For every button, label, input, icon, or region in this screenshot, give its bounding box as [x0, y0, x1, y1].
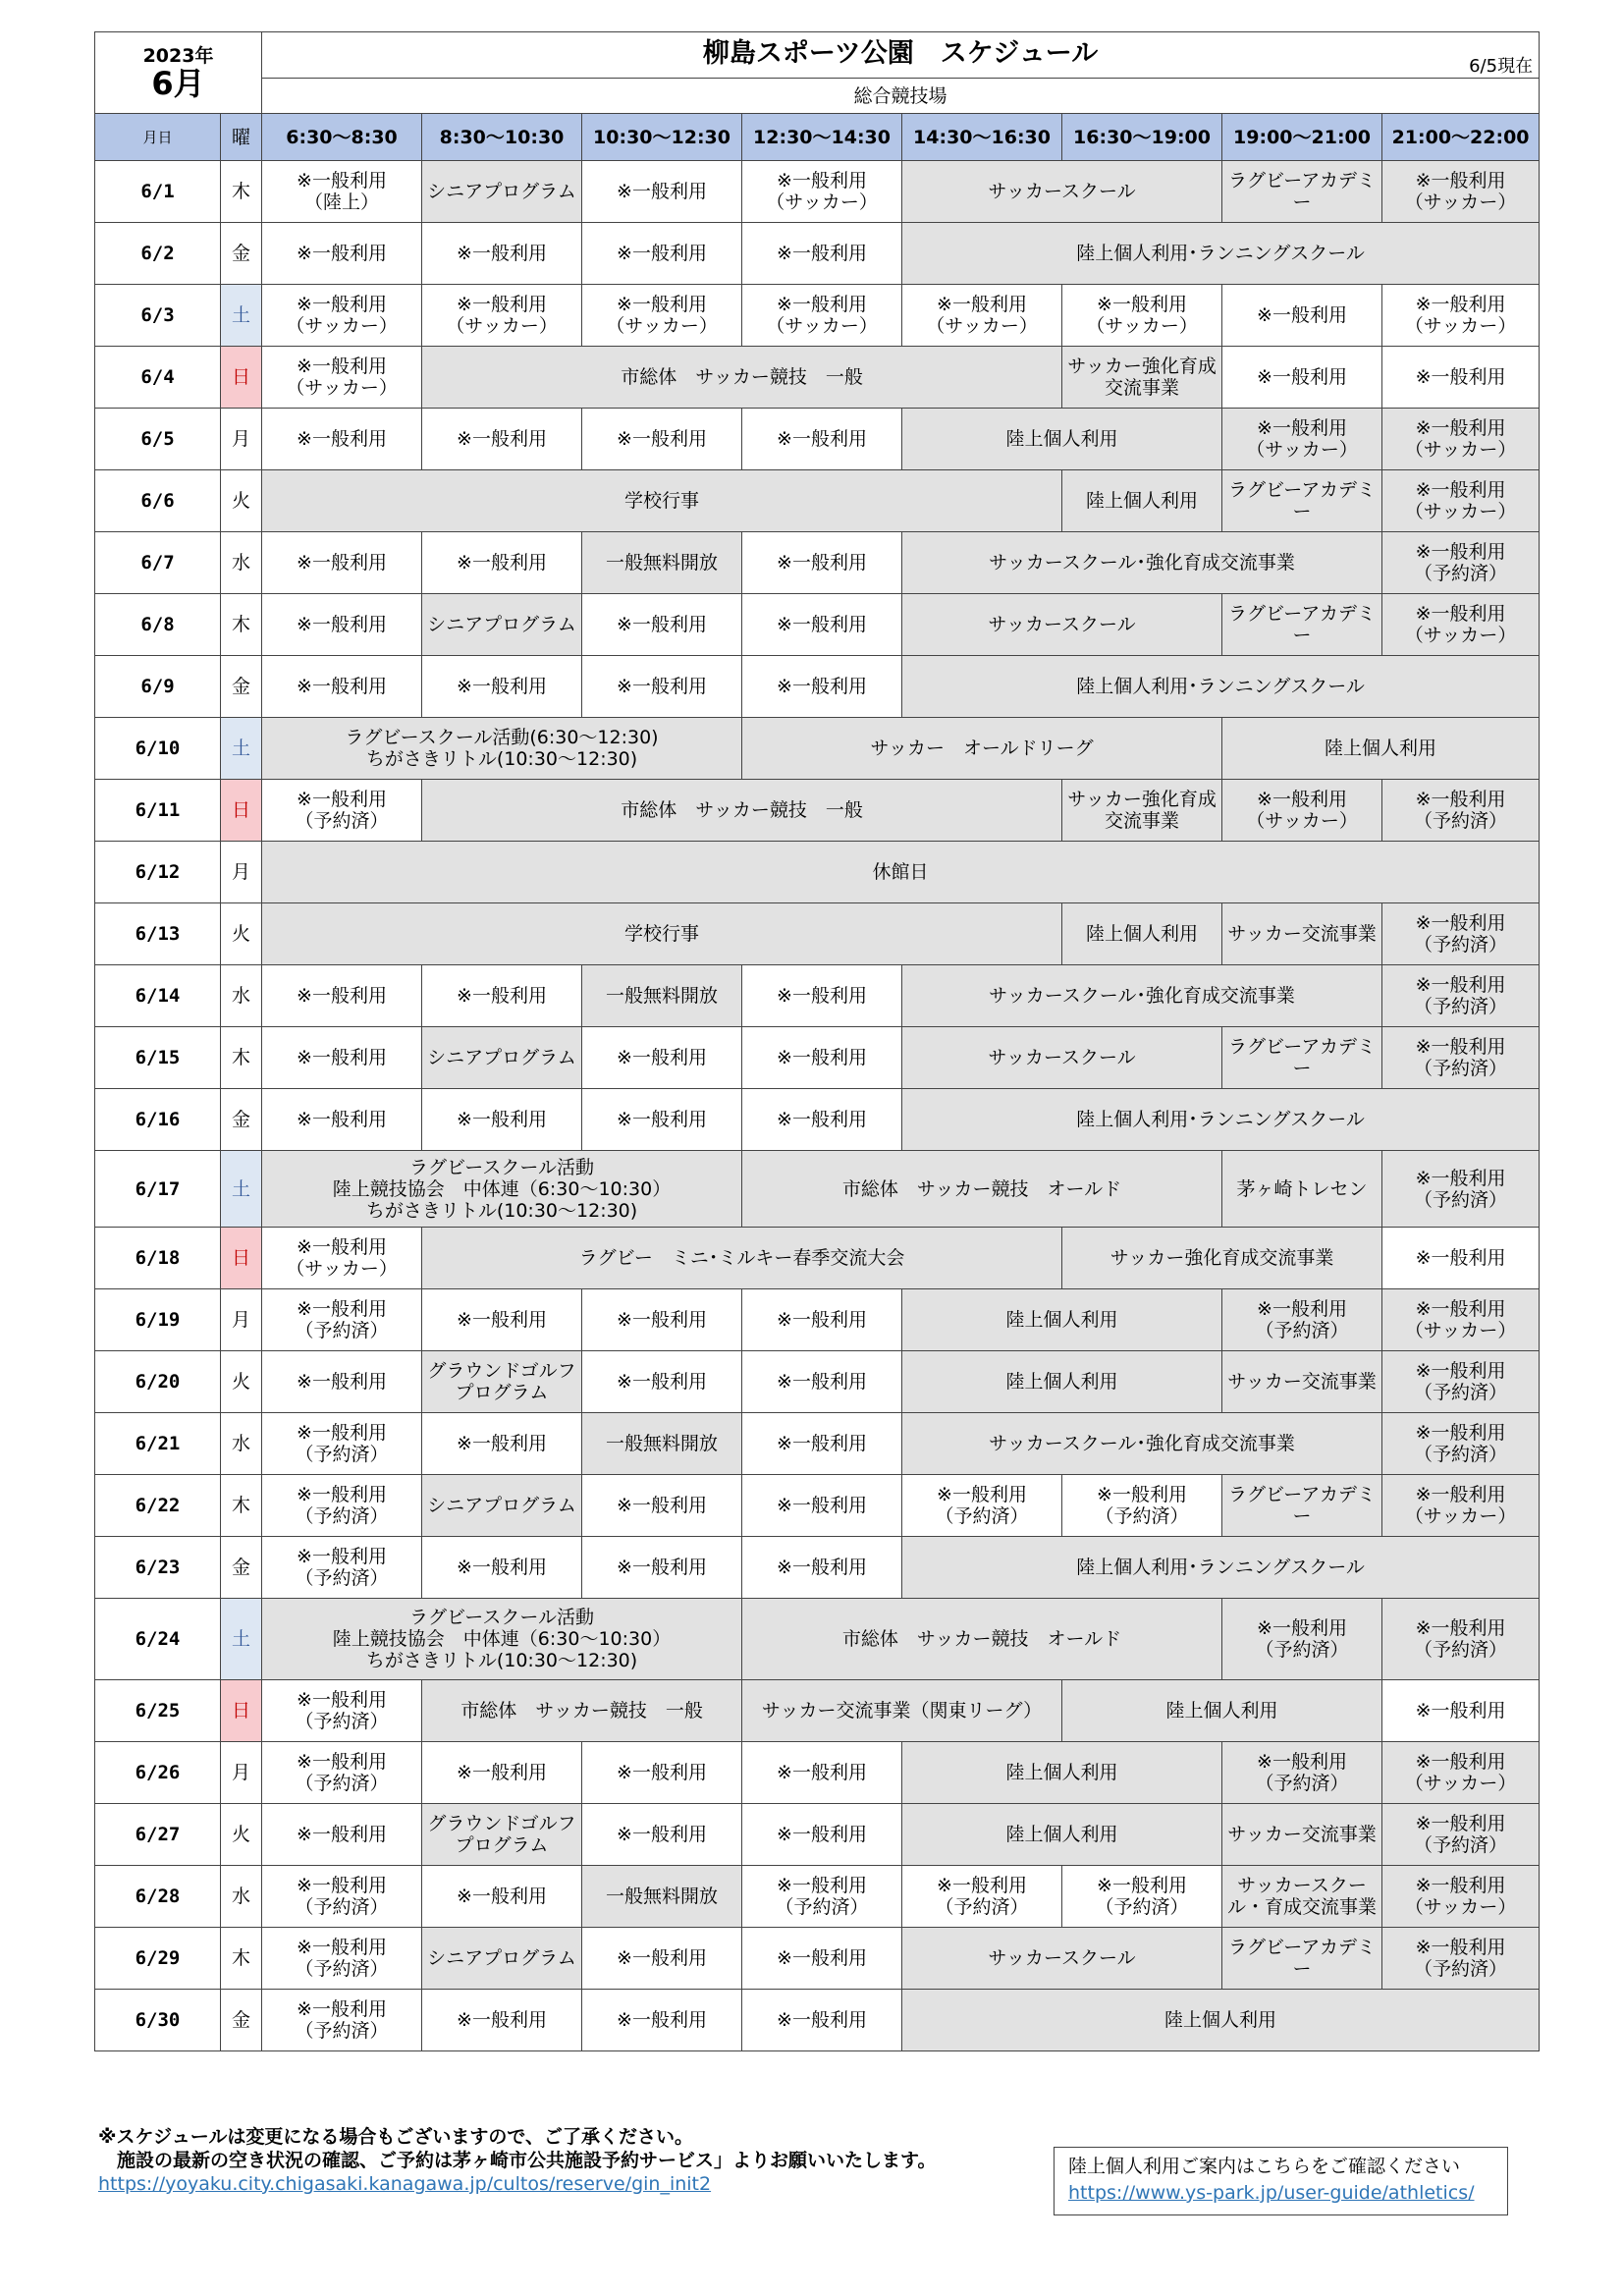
slot-cell: シニアプログラム — [422, 161, 582, 223]
table-row — [95, 1742, 1540, 1804]
slot-cell: ※一般利用 （予約済） — [1062, 1475, 1222, 1537]
slot-cell: サッカースクール — [902, 161, 1222, 223]
reservation-link[interactable]: https://yoyaku.city.chigasaki.kanagawa.jp/cultos/reserve/gin_init2 — [98, 2173, 712, 2195]
year-month-cell — [95, 32, 262, 114]
slot-cell: シニアプログラム — [422, 1928, 582, 1990]
slot-cell: ラグビーアカデミー — [1222, 1475, 1382, 1537]
slot-cell: サッカー強化育成交流事業 — [1062, 1228, 1382, 1289]
slot-cell: ※一般利用 — [422, 656, 582, 718]
slot-cell: 陸上個人利用 — [1062, 1680, 1382, 1742]
slot-cell: 陸上個人利用 — [902, 1804, 1222, 1866]
slot-cell: ※一般利用 — [742, 965, 902, 1027]
slot-cell: ※一般利用 — [582, 1475, 742, 1537]
slot-cell: ※一般利用 （予約済） — [262, 1475, 422, 1537]
slot-cell: ※一般利用 — [582, 1990, 742, 2051]
slot-cell: ※一般利用 — [262, 409, 422, 470]
slot-cell: ラグビーアカデミー — [1222, 1928, 1382, 1990]
table-row — [95, 965, 1540, 1027]
table-row — [95, 656, 1540, 718]
slot-cell: ※一般利用 — [262, 656, 422, 718]
slot-cell: 陸上個人利用 — [902, 1351, 1222, 1413]
slot-cell: 市総体 サッカー競技 一般 — [422, 347, 1062, 409]
slot-cell: ※一般利用 — [582, 1537, 742, 1599]
date-cell: 6/5 — [95, 409, 221, 470]
slot-cell: ※一般利用 — [582, 161, 742, 223]
slot-cell: ※一般利用 — [742, 1289, 902, 1351]
slot-cell: ※一般利用 — [422, 532, 582, 594]
date-cell: 6/27 — [95, 1804, 221, 1866]
slot-cell: 学校行事 — [262, 903, 1062, 965]
weekday-cell: 水 — [221, 1866, 262, 1928]
slot-cell: ※一般利用 （予約済） — [1382, 1151, 1540, 1228]
slot-cell: 市総体 サッカー競技 一般 — [422, 780, 1062, 842]
slot-cell: ※一般利用 （サッカー） — [902, 285, 1062, 347]
weekday-cell: 金 — [221, 1537, 262, 1599]
date-cell: 6/30 — [95, 1990, 221, 2051]
date-cell: 6/22 — [95, 1475, 221, 1537]
slot-cell: 陸上個人利用 — [902, 409, 1222, 470]
slot-cell: 一般無料開放 — [582, 1866, 742, 1928]
slot-cell: ※一般利用 — [422, 409, 582, 470]
table-row — [95, 1537, 1540, 1599]
weekday-cell: 金 — [221, 1990, 262, 2051]
year-label: 2023年 — [142, 45, 214, 67]
date-cell: 6/8 — [95, 594, 221, 656]
slot-cell: サッカー オールドリーグ — [742, 718, 1222, 780]
table-row — [95, 1351, 1540, 1413]
athletics-info-link[interactable]: https://www.ys-park.jp/user-guide/athletics/ — [1068, 2182, 1475, 2204]
weekday-cell: 火 — [221, 470, 262, 532]
table-row — [95, 532, 1540, 594]
table-row — [95, 409, 1540, 470]
date-cell: 6/9 — [95, 656, 221, 718]
slot-cell: 一般無料開放 — [582, 965, 742, 1027]
slot-cell: サッカースクール･強化育成交流事業 — [902, 532, 1382, 594]
slot-cell: 休館日 — [262, 842, 1540, 903]
weekday-cell: 月 — [221, 409, 262, 470]
slot-cell: サッカースクール・育成交流事業 — [1222, 1866, 1382, 1928]
table-row — [95, 223, 1540, 285]
slot-cell: ※一般利用 — [582, 409, 742, 470]
slot-cell: ※一般利用 — [422, 1866, 582, 1928]
date-cell: 6/20 — [95, 1351, 221, 1413]
slot-cell: ※一般利用 （予約済） — [1382, 532, 1540, 594]
slot-cell: ※一般利用 — [742, 1537, 902, 1599]
weekday-cell: 水 — [221, 965, 262, 1027]
date-cell: 6/17 — [95, 1151, 221, 1228]
slot-cell: ※一般利用 （予約済） — [1222, 1599, 1382, 1680]
table-row — [95, 842, 1540, 903]
weekday-cell: 月 — [221, 1742, 262, 1804]
table-row — [95, 1413, 1540, 1475]
slot-cell: サッカースクール — [902, 594, 1222, 656]
slot-cell: サッカースクール — [902, 1928, 1222, 1990]
slot-cell: ※一般利用 — [422, 1089, 582, 1151]
weekday-cell: 日 — [221, 1228, 262, 1289]
slot-cell: サッカースクール･強化育成交流事業 — [902, 965, 1382, 1027]
date-cell: 6/11 — [95, 780, 221, 842]
title-cell — [262, 32, 1540, 79]
footer-note-change: ※スケジュールは変更になる場合もございますので、ご了承ください。 — [98, 2126, 693, 2148]
table-row — [95, 1804, 1540, 1866]
date-cell: 6/12 — [95, 842, 221, 903]
date-cell: 6/4 — [95, 347, 221, 409]
slot-cell: ※一般利用 （サッカー） — [422, 285, 582, 347]
slot-cell: ※一般利用 （予約済） — [262, 1742, 422, 1804]
date-cell: 6/25 — [95, 1680, 221, 1742]
slot-cell: ※一般利用 （予約済） — [262, 1680, 422, 1742]
weekday-cell: 日 — [221, 347, 262, 409]
date-cell: 6/2 — [95, 223, 221, 285]
slot-cell: ※一般利用 — [742, 532, 902, 594]
slot-cell: ※一般利用 （サッカー） — [1382, 1866, 1540, 1928]
slot-cell: ※一般利用 — [262, 965, 422, 1027]
slot-cell: ※一般利用 （予約済） — [1382, 1928, 1540, 1990]
slot-cell: ※一般利用 — [742, 1089, 902, 1151]
slot-cell: シニアプログラム — [422, 594, 582, 656]
time-slot-header: 8:30～10:30 — [422, 114, 582, 161]
footer-note-reservation: 施設の最新の空き状況の確認、ご予約は茅ヶ崎市公共施設予約サービス」よりお願いいたします。 — [98, 2150, 937, 2171]
athletics-info-box — [1054, 2147, 1508, 2215]
slot-cell: ※一般利用 — [742, 1475, 902, 1537]
slot-cell: 市総体 サッカー競技 オールド — [742, 1599, 1222, 1680]
table-row — [95, 347, 1540, 409]
month-label: 6月 — [151, 65, 205, 102]
slot-cell: ※一般利用 （サッカー） — [262, 347, 422, 409]
weekday-cell: 木 — [221, 1475, 262, 1537]
slot-cell: ※一般利用 — [742, 656, 902, 718]
date-cell: 6/28 — [95, 1866, 221, 1928]
slot-cell: グラウンドゴルフ プログラム — [422, 1804, 582, 1866]
slot-cell: 一般無料開放 — [582, 532, 742, 594]
slot-cell: ※一般利用 — [742, 1742, 902, 1804]
slot-cell: ※一般利用 — [422, 965, 582, 1027]
table-row — [95, 1680, 1540, 1742]
weekday-cell: 水 — [221, 532, 262, 594]
slot-cell: ※一般利用 — [262, 223, 422, 285]
date-cell: 6/24 — [95, 1599, 221, 1680]
facility-name: 総合競技場 — [262, 79, 1540, 114]
date-cell: 6/26 — [95, 1742, 221, 1804]
slot-cell: ※一般利用 — [742, 1027, 902, 1089]
slot-cell: ※一般利用 — [742, 1351, 902, 1413]
slot-cell: ラグビー ミニ･ミルキー春季交流大会 — [422, 1228, 1062, 1289]
slot-cell: ※一般利用 （予約済） — [262, 1928, 422, 1990]
slot-cell: ※一般利用 — [422, 1537, 582, 1599]
slot-cell: ラグビーアカデミー — [1222, 470, 1382, 532]
slot-cell: 茅ヶ崎トレセン — [1222, 1151, 1382, 1228]
slot-cell: サッカー交流事業 — [1222, 1804, 1382, 1866]
slot-cell: ※一般利用 （予約済） — [1382, 1351, 1540, 1413]
slot-cell: ラグビーアカデミー — [1222, 161, 1382, 223]
date-cell: 6/18 — [95, 1228, 221, 1289]
weekday-cell: 日 — [221, 780, 262, 842]
slot-cell: 陸上個人利用 — [902, 1289, 1222, 1351]
slot-cell: ※一般利用 （サッカー） — [1062, 285, 1222, 347]
slot-cell: ラグビーアカデミー — [1222, 1027, 1382, 1089]
slot-cell: 市総体 サッカー競技 一般 — [422, 1680, 742, 1742]
slot-cell: ※一般利用 — [262, 1351, 422, 1413]
slot-cell: ※一般利用 — [582, 594, 742, 656]
slot-cell: サッカー交流事業 — [1222, 1351, 1382, 1413]
slot-cell: 陸上個人利用 — [1222, 718, 1540, 780]
table-row — [95, 1928, 1540, 1990]
slot-cell: ※一般利用 — [582, 1089, 742, 1151]
footer-notes — [98, 2125, 936, 2196]
date-cell: 6/21 — [95, 1413, 221, 1475]
slot-cell: ※一般利用 — [582, 223, 742, 285]
table-row — [95, 1151, 1540, 1228]
slot-cell: 陸上個人利用･ランニングスクール — [902, 656, 1540, 718]
time-slot-header: 10:30～12:30 — [582, 114, 742, 161]
slot-cell: サッカー交流事業（関東リーグ） — [742, 1680, 1062, 1742]
slot-cell: 陸上個人利用･ランニングスクール — [902, 1089, 1540, 1151]
slot-cell: ※一般利用 — [1382, 347, 1540, 409]
slot-cell: ※一般利用 — [582, 1928, 742, 1990]
slot-cell: ※一般利用 （サッカー） — [262, 285, 422, 347]
slot-cell: ※一般利用 （サッカー） — [1222, 780, 1382, 842]
athletics-info-label: 陸上個人利用ご案内はこちらをご確認ください — [1068, 2156, 1461, 2177]
weekday-cell: 金 — [221, 1089, 262, 1151]
slot-cell: ※一般利用 — [582, 1289, 742, 1351]
slot-cell: ※一般利用 — [582, 656, 742, 718]
slot-cell: ※一般利用 — [742, 409, 902, 470]
time-slot-header: 21:00～22:00 — [1382, 114, 1540, 161]
slot-cell: ※一般利用 — [262, 1804, 422, 1866]
slot-cell: ※一般利用 （予約済） — [1382, 1027, 1540, 1089]
table-row — [95, 1089, 1540, 1151]
slot-cell: サッカー強化育成交流事業 — [1062, 780, 1222, 842]
weekday-cell: 水 — [221, 1413, 262, 1475]
slot-cell: ※一般利用 （サッカー） — [742, 161, 902, 223]
slot-cell: ※一般利用 — [262, 1027, 422, 1089]
slot-cell: ※一般利用 （予約済） — [1382, 965, 1540, 1027]
slot-cell: ※一般利用 （サッカー） — [1382, 470, 1540, 532]
slot-cell: ※一般利用 （サッカー） — [1222, 409, 1382, 470]
date-cell: 6/7 — [95, 532, 221, 594]
date-cell: 6/29 — [95, 1928, 221, 1990]
weekday-cell: 木 — [221, 1027, 262, 1089]
slot-cell: ※一般利用 — [582, 1027, 742, 1089]
as-of-date: 6/5現在 — [1469, 56, 1534, 77]
date-cell: 6/19 — [95, 1289, 221, 1351]
slot-cell: ラグビースクール活動(6:30～12:30) ちがさきリトル(10:30～12:30) — [262, 718, 742, 780]
slot-cell: ※一般利用 — [422, 1742, 582, 1804]
slot-cell: ※一般利用 （予約済） — [1382, 903, 1540, 965]
weekday-cell: 火 — [221, 1351, 262, 1413]
weekday-cell: 土 — [221, 718, 262, 780]
time-slot-header: 14:30～16:30 — [902, 114, 1062, 161]
slot-cell: シニアプログラム — [422, 1475, 582, 1537]
slot-cell: ※一般利用 — [742, 223, 902, 285]
date-cell: 6/6 — [95, 470, 221, 532]
table-row — [95, 1289, 1540, 1351]
slot-cell: サッカースクール･強化育成交流事業 — [902, 1413, 1382, 1475]
date-cell: 6/1 — [95, 161, 221, 223]
date-cell: 6/14 — [95, 965, 221, 1027]
weekday-cell: 金 — [221, 223, 262, 285]
slot-cell: ※一般利用 （サッカー） — [742, 285, 902, 347]
slot-cell: ※一般利用 — [742, 1928, 902, 1990]
table-row — [95, 1228, 1540, 1289]
slot-cell: 陸上個人利用 — [902, 1742, 1222, 1804]
slot-cell: ※一般利用 （予約済） — [1222, 1289, 1382, 1351]
slot-cell: ※一般利用 — [582, 1742, 742, 1804]
slot-cell: ※一般利用 （予約済） — [1382, 1413, 1540, 1475]
slot-cell: ※一般利用 （サッカー） — [1382, 1742, 1540, 1804]
slot-cell: ※一般利用 — [1382, 1228, 1540, 1289]
column-header-weekday: 曜 — [221, 114, 262, 161]
table-row — [95, 903, 1540, 965]
table-row — [95, 1599, 1540, 1680]
table-row — [95, 161, 1540, 223]
slot-cell: ※一般利用 — [262, 594, 422, 656]
slot-cell: ※一般利用 （予約済） — [262, 1990, 422, 2051]
slot-cell: ※一般利用 — [1382, 1680, 1540, 1742]
slot-cell: ※一般利用 （陸上） — [262, 161, 422, 223]
slot-cell: サッカー交流事業 — [1222, 903, 1382, 965]
slot-cell: ※一般利用 — [262, 532, 422, 594]
slot-cell: ※一般利用 （予約済） — [742, 1866, 902, 1928]
slot-cell: ※一般利用 （予約済） — [262, 780, 422, 842]
schedule-body — [95, 161, 1540, 2051]
slot-cell: 陸上個人利用･ランニングスクール — [902, 223, 1540, 285]
slot-cell: グラウンドゴルフ プログラム — [422, 1351, 582, 1413]
weekday-cell: 土 — [221, 1599, 262, 1680]
weekday-cell: 金 — [221, 656, 262, 718]
slot-cell: 陸上個人利用 — [1062, 903, 1222, 965]
slot-cell: 一般無料開放 — [582, 1413, 742, 1475]
table-row — [95, 594, 1540, 656]
slot-cell: ※一般利用 — [742, 594, 902, 656]
slot-cell: ※一般利用 （予約済） — [262, 1413, 422, 1475]
slot-cell: ※一般利用 （サッカー） — [1382, 594, 1540, 656]
column-header-date: 月日 — [95, 114, 221, 161]
slot-cell: ※一般利用 （予約済） — [1382, 780, 1540, 842]
slot-cell: ※一般利用 （予約済） — [262, 1289, 422, 1351]
date-cell: 6/10 — [95, 718, 221, 780]
slot-cell: ※一般利用 （サッカー） — [1382, 1289, 1540, 1351]
slot-cell: 陸上個人利用 — [902, 1990, 1540, 2051]
slot-cell: ※一般利用 — [262, 1089, 422, 1151]
slot-cell: ※一般利用 — [422, 1990, 582, 2051]
slot-cell: ※一般利用 — [422, 1413, 582, 1475]
date-cell: 6/23 — [95, 1537, 221, 1599]
date-cell: 6/13 — [95, 903, 221, 965]
schedule-table — [94, 31, 1540, 2051]
slot-cell: シニアプログラム — [422, 1027, 582, 1089]
slot-cell: ※一般利用 （サッカー） — [262, 1228, 422, 1289]
slot-cell: 陸上個人利用･ランニングスクール — [902, 1537, 1540, 1599]
time-slot-header: 6:30～8:30 — [262, 114, 422, 161]
slot-cell: ラグビーアカデミー — [1222, 594, 1382, 656]
weekday-cell: 土 — [221, 1151, 262, 1228]
slot-cell: ※一般利用 （サッカー） — [1382, 409, 1540, 470]
table-row — [95, 470, 1540, 532]
slot-cell: ※一般利用 — [1222, 347, 1382, 409]
weekday-cell: 日 — [221, 1680, 262, 1742]
weekday-cell: 木 — [221, 161, 262, 223]
table-row — [95, 718, 1540, 780]
slot-cell: 市総体 サッカー競技 オールド — [742, 1151, 1222, 1228]
slot-cell: サッカー強化育成交流事業 — [1062, 347, 1222, 409]
table-row — [95, 1475, 1540, 1537]
weekday-cell: 月 — [221, 842, 262, 903]
slot-cell: ※一般利用 （予約済） — [902, 1866, 1062, 1928]
slot-cell: ※一般利用 （予約済） — [1382, 1804, 1540, 1866]
date-cell: 6/15 — [95, 1027, 221, 1089]
slot-cell: ※一般利用 （サッカー） — [1382, 1475, 1540, 1537]
slot-cell: ラグビースクール活動 陸上競技協会 中体連（6:30～10:30） ちがさきリトル(10:30～12:30) — [262, 1599, 742, 1680]
slot-cell: ラグビースクール活動 陸上競技協会 中体連（6:30～10:30） ちがさきリトル(10:30～12:30) — [262, 1151, 742, 1228]
weekday-cell: 木 — [221, 594, 262, 656]
slot-cell: 学校行事 — [262, 470, 1062, 532]
slot-cell: ※一般利用 （サッカー） — [1382, 285, 1540, 347]
slot-cell: ※一般利用 — [582, 1351, 742, 1413]
weekday-cell: 土 — [221, 285, 262, 347]
slot-cell: ※一般利用 （予約済） — [1062, 1866, 1222, 1928]
table-row — [95, 780, 1540, 842]
slot-cell: ※一般利用 — [1222, 285, 1382, 347]
slot-cell: ※一般利用 （サッカー） — [582, 285, 742, 347]
page-title: 柳島スポーツ公園 スケジュール — [702, 38, 1099, 69]
weekday-cell: 火 — [221, 1804, 262, 1866]
slot-cell: ※一般利用 （予約済） — [1222, 1742, 1382, 1804]
table-row — [95, 1990, 1540, 2051]
slot-cell: ※一般利用 （予約済） — [262, 1537, 422, 1599]
time-slot-header: 12:30～14:30 — [742, 114, 902, 161]
slot-cell: ※一般利用 — [742, 1804, 902, 1866]
slot-cell: ※一般利用 — [582, 1804, 742, 1866]
time-slot-header: 16:30～19:00 — [1062, 114, 1222, 161]
slot-cell: ※一般利用 （予約済） — [1382, 1599, 1540, 1680]
weekday-cell: 木 — [221, 1928, 262, 1990]
slot-cell: ※一般利用 — [742, 1990, 902, 2051]
weekday-cell: 月 — [221, 1289, 262, 1351]
slot-cell: ※一般利用 （予約済） — [262, 1866, 422, 1928]
slot-cell: サッカースクール — [902, 1027, 1222, 1089]
weekday-cell: 火 — [221, 903, 262, 965]
time-slot-header: 19:00～21:00 — [1222, 114, 1382, 161]
table-row — [95, 1866, 1540, 1928]
slot-cell: ※一般利用 （サッカー） — [1382, 161, 1540, 223]
slot-cell: ※一般利用 — [742, 1413, 902, 1475]
slot-cell: ※一般利用 — [422, 223, 582, 285]
table-row — [95, 285, 1540, 347]
date-cell: 6/3 — [95, 285, 221, 347]
slot-cell: 陸上個人利用 — [1062, 470, 1222, 532]
table-row — [95, 1027, 1540, 1089]
date-cell: 6/16 — [95, 1089, 221, 1151]
slot-cell: ※一般利用 — [422, 1289, 582, 1351]
slot-cell: ※一般利用 （予約済） — [902, 1475, 1062, 1537]
